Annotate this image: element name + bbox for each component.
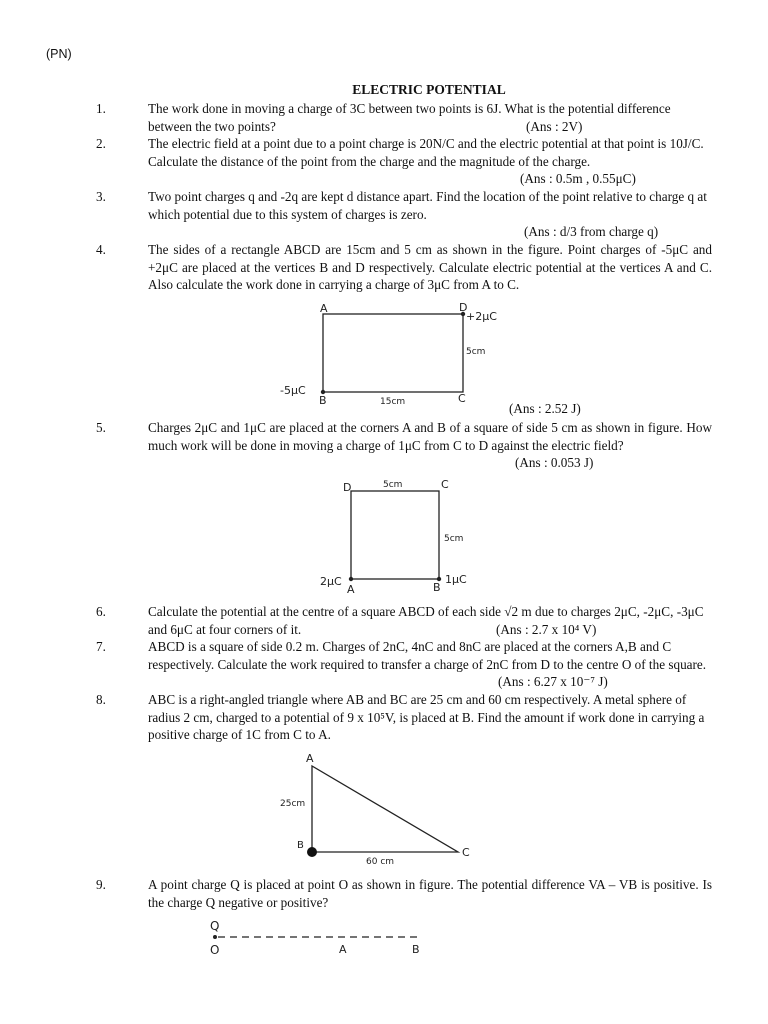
question-6 (96, 603, 712, 639)
side-ab-label: 25cm (280, 799, 306, 809)
question-2 (96, 135, 712, 189)
rectangle-figure (270, 298, 510, 410)
side-bc-label: 15cm (380, 397, 406, 407)
question-number: 3. (96, 189, 106, 204)
question-9 (96, 876, 712, 912)
rectangle-abcd (323, 314, 463, 392)
question-text: The work done in moving a charge of 3C between two points is 6J. What is the potential difference between the two points? (148, 101, 671, 134)
vertex-d-label: D (459, 301, 468, 314)
point-b-label: B (412, 943, 420, 956)
vertex-a-label: A (347, 583, 355, 596)
question-number: 8. (96, 692, 106, 707)
question-text: ABCD is a square of side 0.2 m. Charges of 2nC, 4nC and 8nC are placed at the corners A,B and C respectively. Calculate the work required to transfer a charge of 2nC from D to the centre O of the square. (148, 639, 707, 672)
charge-point-a (349, 577, 353, 581)
point-a-label: A (339, 943, 347, 956)
question-number: 2. (96, 136, 106, 151)
question-5 (96, 419, 712, 473)
question-7 (96, 638, 712, 692)
question-text: The sides of a rectangle ABCD are 15cm and 5 cm as shown in the figure. Point charges of -5μC and +2μC are placed at the vertices B and D respectively. Calculate electric potential at the vertices A and C. Also calculate the work done in carrying a charge of 3μC from A to C. (148, 242, 712, 293)
side-top-label: 5cm (383, 480, 403, 490)
question-text: Charges 2μC and 1μC are placed at the corners A and B of a square of side 5 cm as shown in figure. How much work will be done in moving a charge of 1μC from C to D against the electric field? (148, 420, 712, 453)
answer: (Ans : 6.27 x 10⁻⁷ J) (498, 674, 608, 690)
question-3 (96, 188, 712, 242)
question-text: A point charge Q is placed at point O as shown in figure. The potential difference VA – VB is positive. Is the charge Q negative or positive? (148, 877, 712, 910)
answer: (Ans : 0.5m , 0.55μC) (520, 171, 636, 187)
charge-q-label: Q (210, 919, 220, 933)
question-text: Two point charges q and -2q are kept d distance apart. Find the location of the point relative to charge q at which potential due to this system of charges is zero. (148, 189, 707, 222)
question-8 (96, 691, 712, 745)
question-text: The electric field at a point due to a point charge is 20N/C and the electric potential at that point is 10J/C. Calculate the distance of the point from the charge and the magnitude of the charge. (148, 136, 704, 169)
side-right-label: 5cm (444, 534, 464, 544)
question-number: 9. (96, 877, 106, 892)
vertex-a-label: A (306, 752, 314, 765)
charge-b-label: -5μC (280, 384, 306, 397)
question-text: Calculate the potential at the centre of a square ABCD of each side √2 m due to charges 2μC, -2μC, -3μC and 6μC at four corners of it. (148, 604, 704, 637)
square-abcd (351, 491, 439, 579)
question-number: 7. (96, 639, 106, 654)
square-figure (310, 474, 480, 598)
charge-d-label: +2μC (466, 310, 497, 323)
question-number: 5. (96, 420, 106, 435)
vertex-b-label: B (297, 840, 304, 851)
metal-sphere (307, 847, 317, 857)
question-text: ABC is a right-angled triangle where AB and BC are 25 cm and 60 cm respectively. A metal sphere of radius 2 cm, charged to a potential of 9 x 10⁵V, is placed at B. Find the amount if work done in carrying a positive charge of 1C from C to A. (148, 692, 705, 743)
question-number: 6. (96, 604, 106, 619)
question-1 (96, 100, 712, 136)
question-number: 4. (96, 242, 106, 257)
vertex-b-label: B (319, 394, 327, 407)
question-number: 1. (96, 101, 106, 116)
side-bc-label: 60 cm (366, 857, 395, 867)
answer: (Ans : d/3 from charge q) (524, 224, 659, 240)
answer: (Ans : 2.7 x 10⁴ V) (496, 621, 597, 637)
triangle-figure (270, 750, 490, 875)
vertex-c-label: C (462, 846, 470, 859)
answer: (Ans : 2.52 J) (509, 401, 581, 416)
answer: (Ans : 2V) (526, 118, 583, 134)
vertex-d-label: D (343, 481, 352, 494)
vertex-b-label: B (433, 581, 441, 594)
charge-b-label: 1μC (445, 573, 467, 586)
line-figure (200, 918, 440, 962)
vertex-a-label: A (320, 302, 328, 315)
charge-a-label: 2μC (320, 575, 342, 588)
point-o-label: O (210, 943, 220, 957)
answer: (Ans : 0.053 J) (515, 455, 594, 471)
charge-point-o (213, 935, 217, 939)
page-title: ELECTRIC POTENTIAL (352, 82, 506, 97)
triangle-abc (312, 766, 458, 852)
side-dc-label: 5cm (466, 347, 486, 357)
document-code: (PN) (46, 47, 72, 61)
vertex-c-label: C (441, 478, 449, 491)
vertex-c-label: C (458, 392, 466, 405)
